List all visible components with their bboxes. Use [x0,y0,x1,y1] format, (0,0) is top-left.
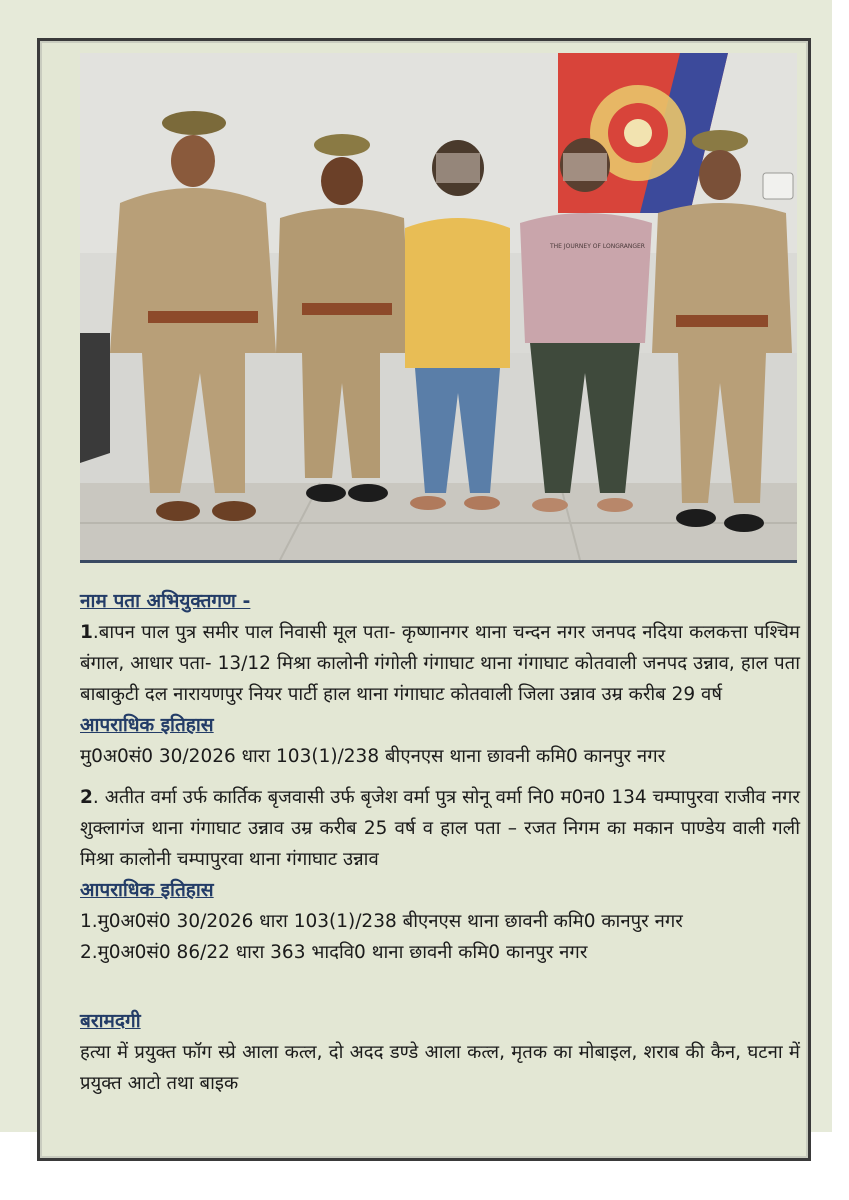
document-body [80,586,800,1099]
divider-rule [80,560,797,563]
accused-1-number: 1 [80,622,93,643]
accused-1-history-item: मु0अ0सं0 30/2026 धारा 103(1)/238 बीएनएस थाना छावनी कमि0 कानपुर नगर [80,746,666,767]
accused-heading: नाम पता अभियुक्तगण - [80,590,251,612]
accused-2-text: . अतीत वर्मा उर्फ कार्तिक बृजवासी उर्फ बृजेश वर्मा पुत्र सोनू वर्मा नि0 म0न0 134 चम्पापुरवा राजीव नगर शुक्लागंज थाना गंगाघाट उन्नाव उम्र करीब 25 वर्ष व हाल पता – रजत निगम का मकान पाण्डेय वाली गली मिश्रा कालोनी चम्पापुरवा थाना गंगाघाट उन्नाव [80,787,800,870]
recovery-heading: बरामदगी [80,1010,141,1032]
criminal-history-heading-1: आपराधिक इतिहास [80,714,214,736]
document-frame [37,38,811,1161]
shirt-print-text: THE JOURNEY OF LONGRANGER [550,243,645,250]
accused-2-details [80,782,800,875]
accused-1-details [80,617,800,710]
accused-2-history-item: 2.मु0अ0सं0 86/22 धारा 363 भादवि0 थाना छावनी कमि0 कानपुर नगर [80,942,588,963]
recovery-text: हत्या में प्रयुक्त फॉग स्प्रे आला कत्ल, दो अदद डण्डे आला कत्ल, मृतक का मोबाइल, शराब की कैन, घटना में प्रयुक्त आटो तथा बाइक [80,1042,800,1094]
accused-2-number: 2 [80,787,93,808]
group-photo [80,53,797,560]
accused-1-text: .बापन पाल पुत्र समीर पाल निवासी मूल पता- कृष्णानगर थाना चन्दन नगर जनपद नदिया कलकत्ता पश्चिम बंगाल, आधार पता- 13/12 मिश्रा कालोनी गंगोली गंगाघाट थाना गंगाघाट कोतवाली जनपद उन्नाव, हाल पता बाबाकुटी दल नारायणपुर नियर पार्टी हाल थाना गंगाघाट कोतवाली जिला उन्नाव उम्र करीब 29 वर्ष [80,622,800,705]
criminal-history-heading-2: आपराधिक इतिहास [80,879,214,901]
accused-2-history-item: 1.मु0अ0सं0 30/2026 धारा 103(1)/238 बीएनएस थाना छावनी कमि0 कानपुर नगर [80,911,683,932]
